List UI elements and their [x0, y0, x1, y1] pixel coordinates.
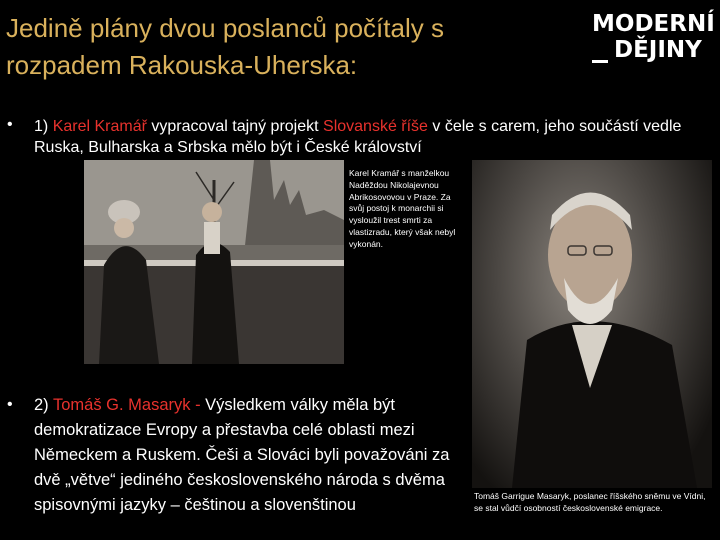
moderni-dejiny-logo: [592, 12, 716, 68]
point-1-text-1: vypracoval tajný projekt: [146, 118, 324, 135]
point-2-number: 2): [34, 396, 49, 414]
point-1-name: Karel Kramář: [52, 118, 147, 135]
point-1-number: 1): [34, 118, 49, 135]
kramar-couple-photo: [84, 160, 344, 364]
kramar-photo-caption: Karel Kramář s manželkou Naděždou Nikolajevnou Abrikosovovou v Praze. Za svůj postoj k monarchii si vysloužil trest smrti za vlastizradu, který však nebyl vykonán.: [349, 168, 456, 249]
kramar-couple-illustration: [84, 160, 344, 364]
masaryk-portrait: [472, 160, 712, 488]
bullet-marker-1: •: [7, 116, 13, 133]
masaryk-photo-caption: Tomáš Garrigue Masaryk, poslanec říšského sněmu ve Vídni, se stal vůdčí osobností československé emigrace.: [474, 491, 706, 513]
point-2-dash: -: [190, 396, 206, 414]
slide-title: Jedině plány dvou poslanců počítaly s rozpadem Rakouska-Uherska:: [6, 13, 444, 80]
point-1-text-2: v čele s carem, jeho součástí vedle Ruska, Bulharska a Srbska mělo být i České království: [34, 118, 682, 156]
point-1-paragraph: [34, 116, 714, 158]
logo-line-2: DĚJINY: [614, 37, 702, 63]
masaryk-portrait-illustration: [472, 160, 712, 488]
point-1-highlight: Slovanské říše: [323, 118, 428, 135]
point-2-name: Tomáš G. Masaryk: [52, 396, 191, 414]
point-2-paragraph: [34, 393, 474, 518]
logo-underline: [592, 60, 608, 63]
point-2-text: Výsledkem války měla být demokratizace Evropy a přestavba celé oblasti mezi Německem a Ruskem. Češi a Slováci byli považováni za dvě „větve“ jediného československého národa s dvěma spisovnými jazyky – češtinou a slovenštinou: [34, 396, 450, 514]
bullet-marker-2: •: [7, 396, 13, 413]
logo-line-1: MODERNÍ: [592, 11, 715, 37]
